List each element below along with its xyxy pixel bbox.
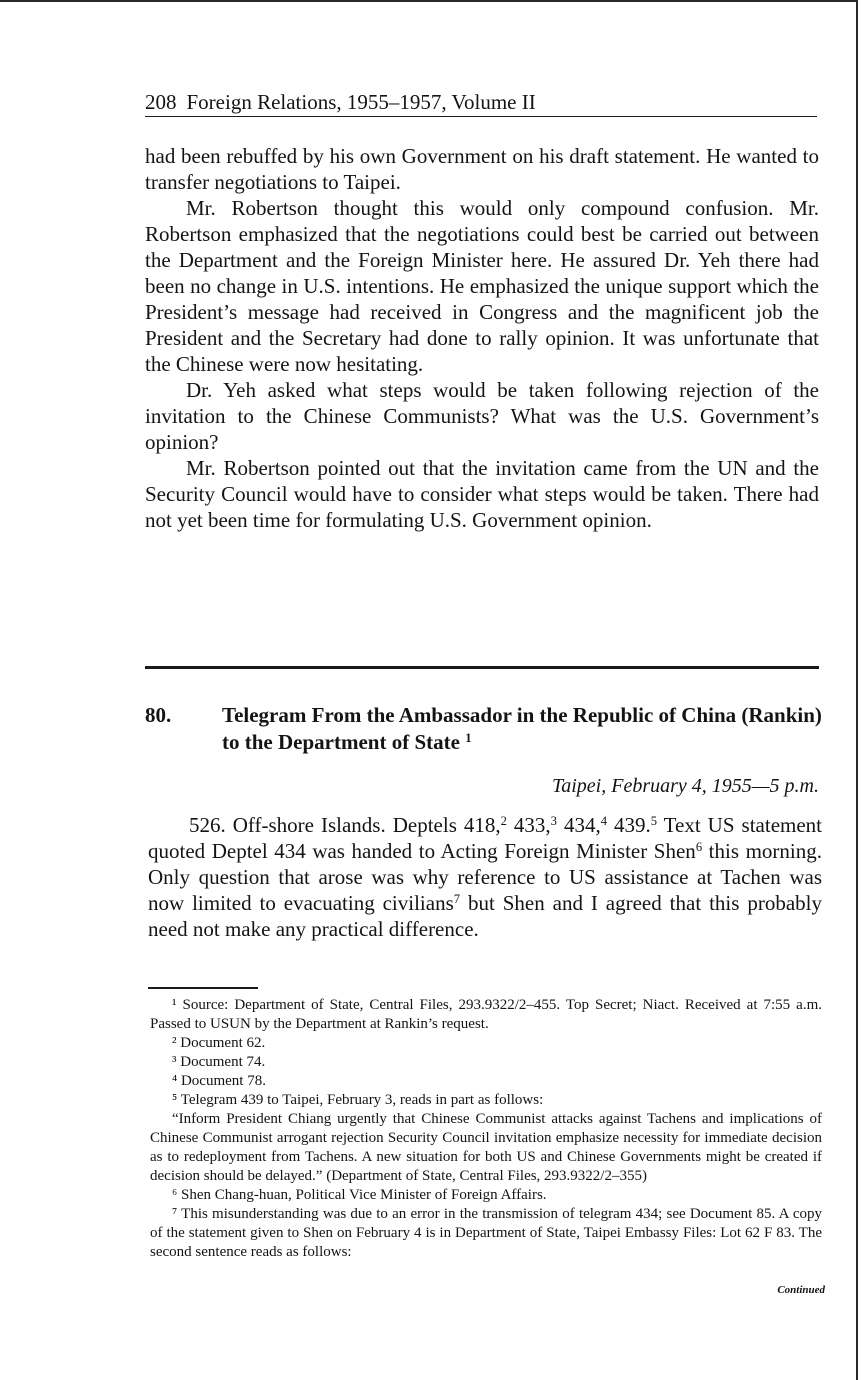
footnote-ref: 6 [695,840,703,855]
document-title-text: Telegram From the Ambassador in the Republic of China (Rankin) to the Department of State [222,703,822,754]
continued-text [145,143,819,533]
footnote-ref: 1 [465,731,472,746]
document-number: 80. [145,703,172,727]
dateline: Taipei, February 4, 1955—5 p.m. [551,775,819,797]
footnote-ref: 7 [453,892,461,907]
document-title [222,702,822,756]
footnote: ¹ Source: Department of State, Central Files, 293.9322/2–455. Top Secret; Niact. Received at 7:55 a.m. Passed to USUN by the Department at Rankin’s request. [150,997,822,1032]
footnote-quote: “Inform President Chiang urgently that Chinese Communist attacks against Tachens and implications of Chinese Communist arrogant rejection Security Council invitation emphasize necessity for immediate decision as to redeployment from Tachens. A new situation for both US and Chinese Governments might be created if decision should be delayed.” (Department of State, Central Files, 293.9322/2–355) [150,1111,822,1184]
footnote: ⁵ Telegram 439 to Taipei, February 3, reads in part as follows: [172,1092,544,1108]
footnote-ref: 3 [550,814,557,829]
footnote-ref: 5 [650,814,658,829]
paragraph: Mr. Robertson pointed out that the invitation came from the UN and the Security Council would have to consider what steps would be taken. There had not yet been time for formulating U.S. Government opinion. [145,456,819,532]
footnote: ⁷ This misunderstanding was due to an error in the transmission of telegram 434; see Document 85. A copy of the statement given to Shen on February 4 is in Department of State, Taipei Embassy Files: Lot 62 F 83. The second sentence reads as follows: [150,1206,822,1260]
footnote: ² Document 62. [172,1035,266,1051]
footnote: ³ Document 74. [172,1054,266,1070]
telegram-body [148,812,822,942]
footnotes [150,996,822,1262]
running-header [145,90,817,117]
paragraph: 526. Off-shore Islands. Deptels 418,$^2$ 433,$^3$ 434,$^4$ 439.$^5$ Text US statement quoted Deptel 434 was handed to Acting Foreign Minister Shen$^6$ this morning. Only question that arose was why reference to US assistance at Tachen was now limited to evacuating civilians$^7$ but Shen and I agreed that this probably need not make any practical difference. [148,813,822,941]
footnote-ref: 2 [500,814,507,829]
footnote-rule [148,987,258,989]
paragraph: Mr. Robertson thought this would only compound confusion. Mr. Robertson emphasized that the negotiations could best be carried out between the Department and the Foreign Minister here. He assured Dr. Yeh there had been no change in U.S. intentions. He emphasized the unique support which the President’s message had received in Congress and the magnificent job the President and the Secretary had done to rally opinion. It was unfortunate that the Chinese were now hesitating. [145,196,819,376]
footnote: ⁴ Document 78. [172,1073,266,1089]
page-number: 208 [145,90,177,114]
footnote: ⁶ Shen Chang-huan, Political Vice Minister of Foreign Affairs. [172,1187,547,1203]
paragraph: had been rebuffed by his own Government on his draft statement. He wanted to transfer negotiations to Taipei. [145,144,819,194]
footnote-ref: 4 [600,814,608,829]
continued-label: Continued [777,1284,825,1296]
paragraph: Dr. Yeh asked what steps would be taken following rejection of the invitation to the Chinese Communists? What was the U.S. Government’s opinion? [145,378,819,454]
section-divider [145,666,819,669]
running-title: Foreign Relations, 1955–1957, Volume II [186,90,536,114]
